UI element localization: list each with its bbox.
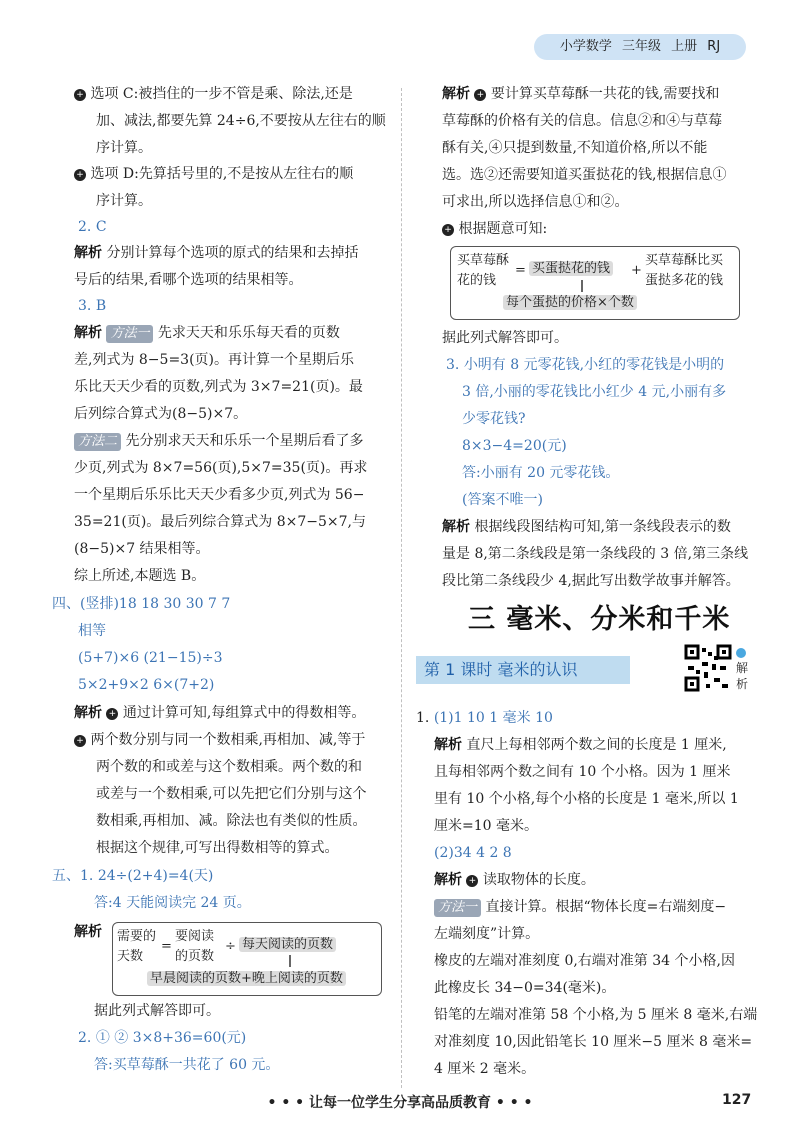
lesson-method1-4: 此橡皮长 34−0=34(毫米)。 — [434, 980, 616, 996]
right-q3-line-2: 3 倍,小丽的零花钱比小红少 4 元,小丽有多 — [462, 384, 727, 400]
box2-left-2: 花的钱 — [457, 273, 497, 288]
section5-q2: 2. ① ② 3×8+36=60(元) — [78, 1030, 247, 1046]
header-grade: 三年级 — [621, 39, 661, 54]
chapter-title: 三 毫米、分米和千米 — [468, 604, 731, 635]
q2-explanation-1: 解析 分别计算每个选项的原式的结果和去掉括 — [74, 245, 359, 261]
d-option-line-2: 序计算。 — [96, 193, 152, 209]
right-q3-explanation-1: 解析 根据线段图结构可知,第一条线段表示的数 — [442, 519, 731, 535]
box1-bottom: 早晨阅读的页数+晚上阅读的页数 — [147, 969, 346, 989]
lesson-q2-explanation: 解析 + 读取物体的长度。 — [434, 872, 595, 888]
right-explanation-4: 选。选②还需要知道买蛋挞花的钱,根据信息① — [442, 167, 727, 183]
section4-line-2: 相等 — [78, 623, 106, 639]
box2-plus-sign: + — [631, 263, 642, 278]
bullet-icon: + — [474, 89, 486, 101]
method2-tag: 方法二 — [74, 433, 121, 451]
section5-q1-note: 据此列式解答即可。 — [94, 1003, 220, 1019]
q2-answer: 2. C — [78, 219, 107, 235]
box2-eq-sign: = — [515, 263, 526, 278]
lesson-q1-explanation-4: 厘米=10 毫米。 — [434, 818, 538, 834]
lesson-q1-explanation-2: 且每相邻两个数之间有 10 个小格。因为 1 厘米 — [434, 764, 731, 780]
method2-line-4: 35=21(页)。最后列综合算式为 8×7−5×7,与 — [74, 514, 367, 530]
column-divider — [401, 88, 402, 1088]
right-q3-equation: 8×3−4=20(元) — [462, 438, 567, 454]
section4-explanation-2: + 两个数分别与同一个数相乘,再相加、减,等于 — [74, 730, 365, 750]
section4-line-4: 5×2+9×2 6×(7+2) — [78, 677, 215, 693]
right-explanation-6: + 根据题意可知: — [442, 219, 547, 239]
box1-left-2: 天数 — [117, 949, 144, 964]
lesson-method1-5: 铅笔的左端对准第 58 个小格,为 5 厘米 8 毫米,右端 — [434, 1007, 758, 1023]
c-option-line-3: 序计算。 — [96, 140, 152, 156]
bullet-icon: + — [74, 735, 86, 747]
method1-line-1: 解析 方法一 先求天天和乐乐每天看的页数 — [74, 325, 340, 341]
box2-right-1: 买草莓酥比买 — [645, 253, 724, 268]
footer-slogan: • • • 让每一位学生分享高品质教育 • • • — [267, 1095, 533, 1111]
method2-line-3: 一个星期后乐乐比天天少看多少页,列式为 56− — [74, 487, 365, 503]
lesson-method1-3: 橡皮的左端对准刻度 0,右端对准第 34 个小格,因 — [434, 953, 735, 969]
right-q3-line-1: 3. 小明有 8 元零花钱,小红的零花钱是小明的 — [446, 357, 725, 373]
header-edition: RJ — [707, 39, 721, 54]
box2-diagram — [450, 246, 740, 320]
lesson-title: 第 1 课时 毫米的认识 — [416, 656, 630, 684]
right-q3-explanation-2: 量是 8,第二条线段是第一条线段的 3 倍,第三条线 — [442, 546, 749, 562]
lesson-method1-7: 4 厘米 2 毫米。 — [434, 1061, 536, 1077]
play-icon — [736, 648, 746, 658]
section5-q1: 五、1. 24÷(2+4)=4(天) — [52, 868, 214, 884]
lesson-q1-explanation-1: 解析 直尺上每相邻两个数之间的长度是 1 厘米, — [434, 737, 727, 753]
d-option-line-1: + 选项 D:先算括号里的,不是按从左往右的顺 — [74, 164, 353, 184]
method2-line-1: 方法二 先分别求天天和乐乐一个星期后看了多 — [74, 431, 363, 451]
section4-explanation-4: 或差与一个数相乘,可以先把它们分别与这个 — [96, 786, 367, 802]
box1-left-1: 需要的 — [117, 929, 157, 944]
right-q3-line-3: 少零花钱? — [462, 411, 526, 427]
right-explanation-1: 解析 + 要计算买草莓酥一共花的钱,需要找和 — [442, 86, 720, 102]
section4-line-1: 四、(竖排)18 18 30 30 7 7 — [52, 596, 231, 612]
bullet-icon: + — [442, 224, 454, 236]
right-q3-explanation-3: 段比第二条线段少 4,据此写出数学故事并解答。 — [442, 573, 740, 589]
box1-eq-sign: = — [161, 939, 172, 954]
right-q3-answer: 答:小丽有 20 元零花钱。 — [462, 465, 620, 481]
box1-mid-2: 的页数 — [175, 949, 215, 964]
section4-explanation-1: 解析 + 通过计算可知,每组算式中的得数相等。 — [74, 705, 366, 721]
box1-arrow — [289, 955, 291, 967]
bullet-icon: + — [74, 169, 86, 181]
box1-right: 每天阅读的页数 — [239, 935, 336, 955]
bullet-icon: + — [74, 89, 86, 101]
summary-line: 综上所述,本题选 B。 — [74, 568, 206, 584]
lesson-method1-1: 方法一 直接计算。根据“物体长度=右端刻度− — [434, 897, 726, 917]
header-subject: 小学数学 — [559, 39, 612, 54]
bullet-icon: + — [466, 875, 478, 887]
method1-line-3: 乐比天天少看的页数,列式为 3×7=21(页)。最 — [74, 379, 363, 395]
lesson-method1-2: 左端刻度”计算。 — [434, 926, 540, 942]
qr-code-icon[interactable] — [684, 644, 732, 692]
box2-bottom: 每个蛋挞的价格×个数 — [503, 293, 637, 313]
bullet-icon: + — [106, 708, 118, 720]
lesson-q2-answer: (2)34 4 2 8 — [434, 845, 512, 861]
section5-q1-answer: 答:4 天能阅读完 24 页。 — [94, 895, 251, 911]
box2-right-2: 蛋挞多花的钱 — [645, 273, 724, 288]
header-volume: 上册 — [671, 39, 698, 54]
right-q3-note: (答案不唯一) — [462, 492, 543, 508]
section4-explanation-3: 两个数的和或差与这个数相乘。两个数的和 — [96, 759, 362, 775]
qr-label: 解析 — [736, 661, 749, 691]
q3-answer: 3. B — [78, 298, 107, 314]
method2-line-2: 少页,列式为 8×7=56(页),5×7=35(页)。再求 — [74, 460, 368, 476]
lesson-q1-explanation-3: 里有 10 个小格,每个小格的长度是 1 毫米,所以 1 — [434, 791, 739, 807]
right-note: 据此列式解答即可。 — [442, 330, 568, 346]
q2-explanation-2: 号后的结果,看哪个选项的结果相等。 — [74, 272, 303, 288]
box2-arrow — [581, 280, 583, 292]
method2-line-5: (8−5)×7 结果相等。 — [74, 541, 210, 557]
page-number: 127 — [722, 1092, 752, 1108]
header-pill — [534, 34, 746, 60]
lesson-method1-6: 对准刻度 10,因此铅笔长 10 厘米−5 厘米 8 毫米= — [434, 1034, 753, 1050]
section4-explanation-6: 根据这个规律,可写出得数相等的算式。 — [96, 840, 339, 856]
right-explanation-3: 酥有关,④只提到数量,不知道价格,所以不能 — [442, 140, 708, 156]
c-option-line-2: 加、减法,都要先算 24÷6,不要按从左往右的顺 — [96, 113, 386, 129]
method1-tag: 方法一 — [434, 899, 481, 917]
right-explanation-2: 草莓酥的价格有关的信息。信息②和④与草莓 — [442, 113, 722, 129]
box2-mid: 买蛋挞花的钱 — [529, 259, 613, 279]
lesson-q1: 1. (1)1 10 1 毫米 10 — [416, 710, 553, 726]
method1-tag: 方法一 — [106, 325, 153, 343]
box1-mid-1: 要阅读 — [175, 929, 215, 944]
section5-q2-answer: 答:买草莓酥一共花了 60 元。 — [94, 1057, 280, 1073]
box1-jiexi: 解析 — [74, 924, 102, 940]
box2-left-1: 买草莓酥 — [457, 253, 510, 268]
method1-line-2: 差,列式为 8−5=3(页)。再计算一个星期后乐 — [74, 352, 355, 368]
box1-diagram — [112, 922, 382, 996]
method1-line-4: 后列综合算式为(8−5)×7。 — [74, 406, 248, 422]
box1-div-sign: ÷ — [225, 939, 236, 954]
right-explanation-5: 可求出,所以选择信息①和②。 — [442, 194, 629, 210]
c-option-line-1: + 选项 C:被挡住的一步不管是乘、除法,还是 — [74, 84, 353, 104]
section4-explanation-5: 数相乘,再相加、减。除法也有类似的性质。 — [96, 813, 367, 829]
section4-line-3: (5+7)×6 (21−15)÷3 — [78, 650, 223, 666]
